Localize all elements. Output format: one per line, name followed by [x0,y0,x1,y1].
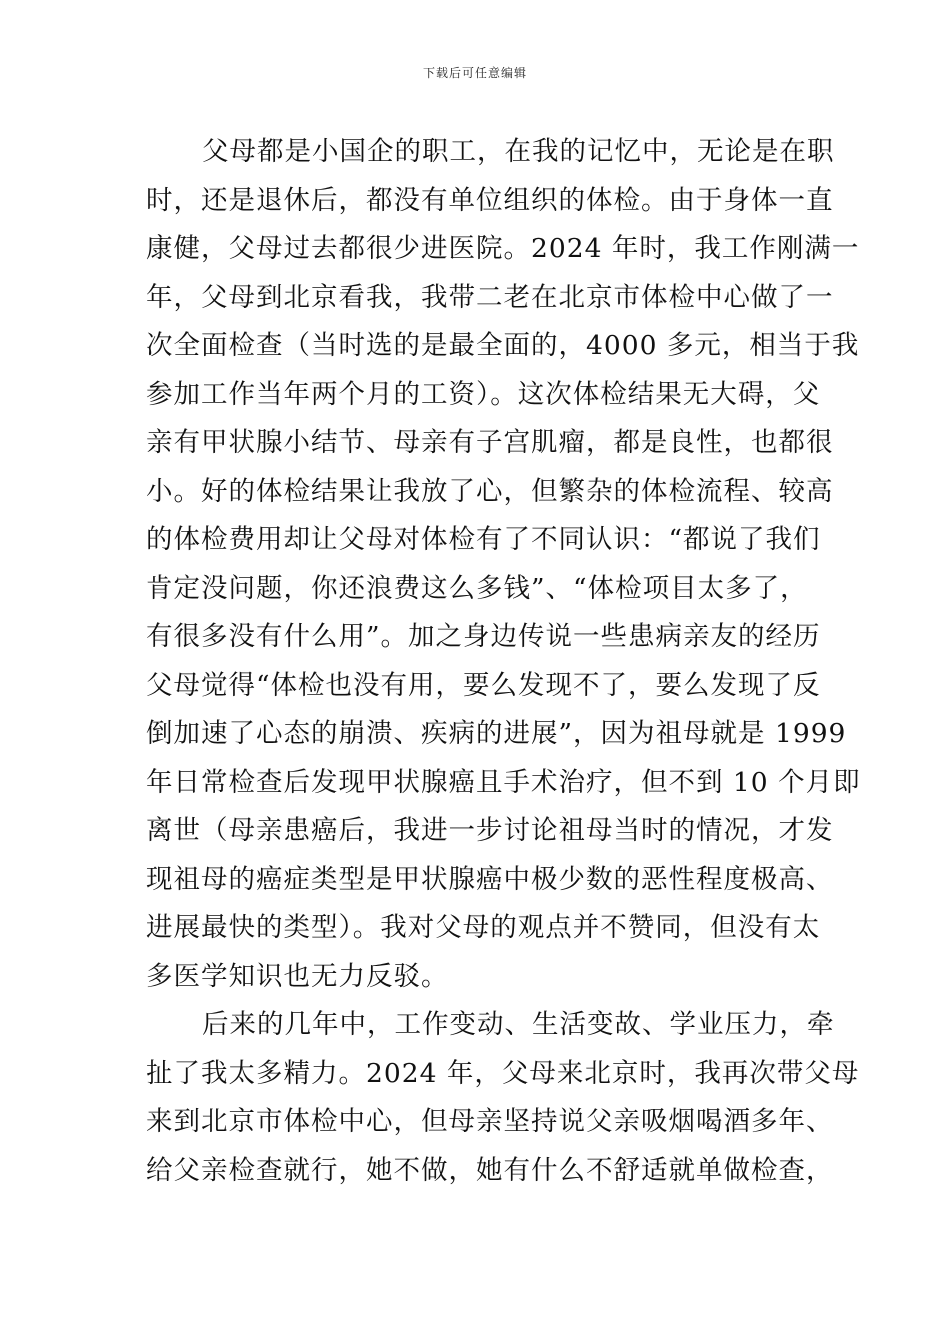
text-line: 父母觉得“体检也没有用，要么发现不了，要么发现了反 [146,669,821,701]
text-line: 倒加速了心态的崩溃、疾病的进展”，因为祖母就是 1999 [146,718,847,749]
text-line: 现祖母的癌症类型是甲状腺癌中极少数的恶性程度极高、 [146,863,834,895]
text-line: 年日常检查后发现甲状腺癌且手术治疗，但不到 10 个月即 [146,766,861,798]
page-header-note: 下载后可任意编辑 [422,66,527,80]
text-line: 肯定没问题，你还浪费这么多钱”、“体检项目太多了， [146,572,808,604]
text-line: 来到北京市体检中心，但母亲坚持说父亲吸烟喝酒多年、 [146,1106,834,1137]
text-line: 时，还是退休后，都没有单位组织的体检。由于身体一直 [146,184,834,216]
text-line: 次全面检查（当时选的是最全面的，4000 多元，相当于我 [146,330,860,361]
paragraph-2 [146,1001,860,1195]
text-line: 有很多没有什么用”。加之身边传说一些患病亲友的经历 [146,621,821,652]
text-line: 父母都是小国企的职工，在我的记忆中，无论是在职 [202,136,835,167]
text-line: 后来的几年中，工作变动、生活变故、学业压力，牵 [202,1009,835,1040]
text-line: 扯了我太多精力。2024 年，父母来北京时，我再次带父母 [146,1057,860,1089]
text-line: 亲有甲状腺小结节、母亲有子宫肌瘤，都是良性，也都很 [146,427,834,458]
text-line: 参加工作当年两个月的工资）。这次体检结果无大碍，父 [146,378,821,410]
paragraph-1 [146,128,861,1001]
text-line: 的体检费用却让父母对体检有了不同认识：“都说了我们 [146,524,821,555]
text-line: 多医学知识也无力反驳。 [146,960,449,992]
text-line: 离世（母亲患癌后，我进一步讨论祖母当时的情况，才发 [146,815,834,846]
text-line: 进展最快的类型）。我对父母的观点并不赞同，但没有太 [146,912,821,943]
text-line: 年，父母到北京看我，我带二老在北京市体检中心做了一 [146,281,834,313]
text-line: 小。好的体检结果让我放了心，但繁杂的体检流程、较高 [146,475,834,507]
document-body [146,128,861,1195]
text-line: 康健，父母过去都很少进医院。2024 年时，我工作刚满一 [146,233,860,264]
text-line: 给父亲检查就行，她不做，她有什么不舒适就单做检查， [146,1154,834,1186]
